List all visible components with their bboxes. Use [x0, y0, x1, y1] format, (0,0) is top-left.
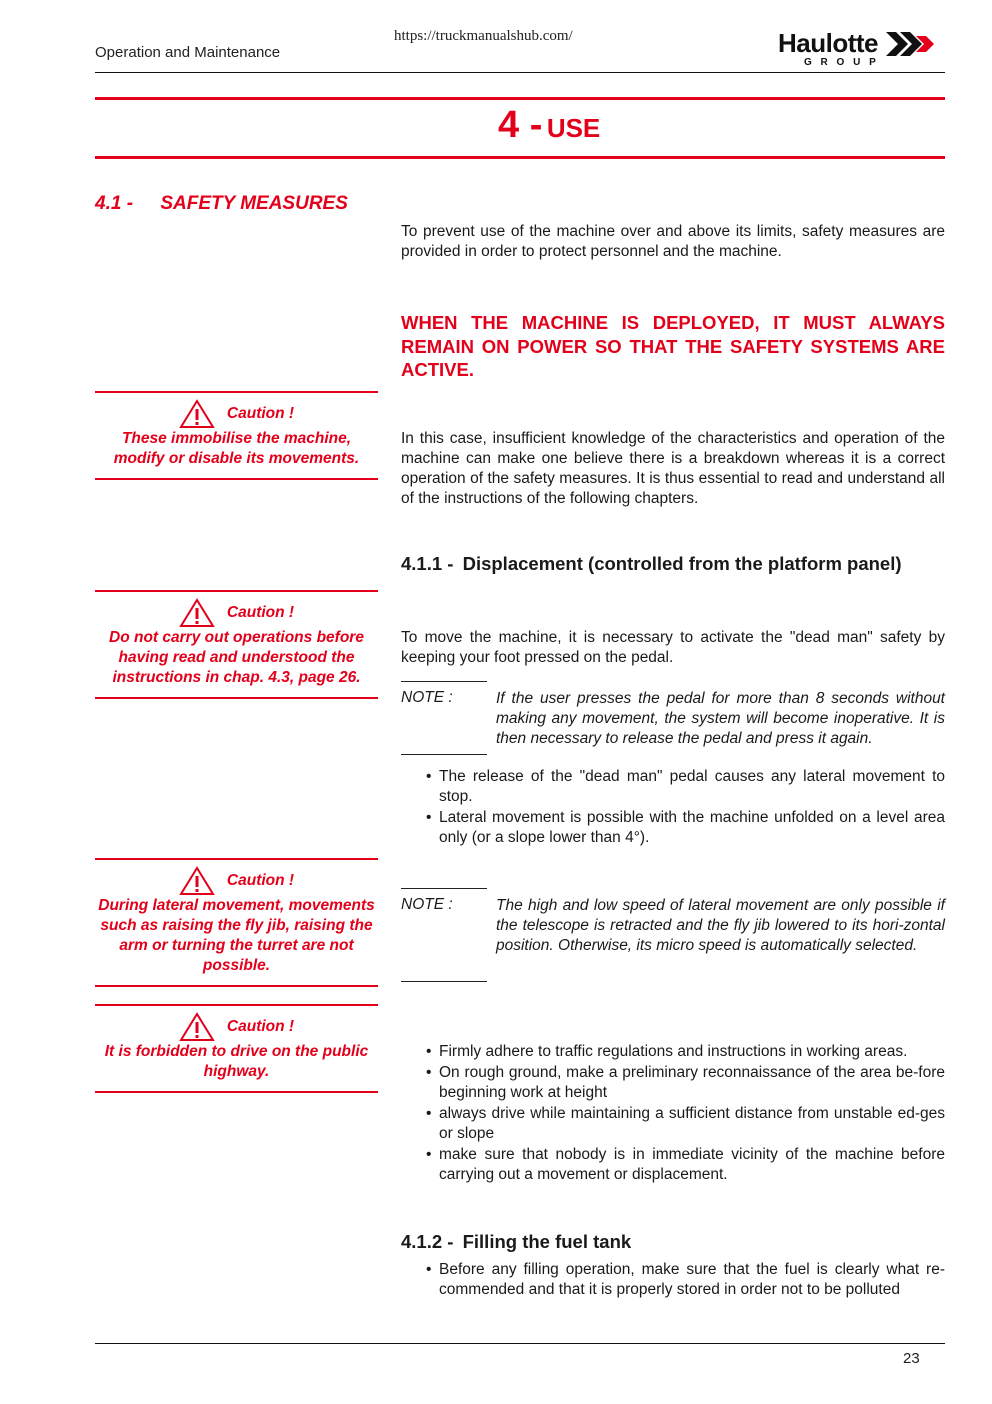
- caution-box-1: [95, 391, 378, 480]
- list-item: • On rough ground, make a preliminary reconnaissance of the area be-fore beginning work at height: [401, 1063, 945, 1103]
- chapter-heading: [498, 104, 600, 147]
- caution-text: During lateral movement, movements such as raising the fly jib, raising the arm or turning the turret are not possible.: [98, 897, 375, 974]
- subsection-411-heading: [401, 553, 902, 575]
- dead-man-paragraph: To move the machine, it is necessary to activate the "dead man" safety by keeping your foot pressed on the pedal.: [401, 629, 945, 666]
- note-rule-top: [401, 681, 487, 682]
- subsection-number: 4.1.1 -: [401, 553, 454, 574]
- chapter-rule-top: [95, 97, 945, 100]
- caution-box-2: [95, 590, 378, 699]
- note-rule-bottom: [401, 754, 487, 755]
- subsection-412-heading: [401, 1231, 631, 1253]
- caution-header: [95, 399, 378, 429]
- section-title: SAFETY MEASURES: [160, 193, 348, 214]
- caution-label: Caution !: [226, 604, 295, 621]
- warning-triangle-icon: [179, 598, 215, 628]
- chapter-number: 4 -: [498, 104, 543, 146]
- section-number: 4.1 -: [95, 193, 134, 214]
- note-rule-bottom: [401, 981, 487, 982]
- logo-wordmark: Haulotte: [778, 28, 878, 58]
- list-item: • Lateral movement is possible with the machine unfolded on a level area only (or a slope lower than 4°).: [401, 808, 945, 848]
- bullet-list-2: [401, 1042, 945, 1186]
- list-item: • The release of the "dead man" pedal causes any lateral movement to stop.: [401, 767, 945, 807]
- warning-triangle-icon: [179, 1012, 215, 1042]
- source-url: https://truckmanualshub.com/: [394, 28, 573, 44]
- bullet-list-3: [401, 1260, 945, 1301]
- caution-header: [95, 598, 378, 628]
- caution-label: Caution !: [226, 1018, 295, 1035]
- warning-triangle-icon: [179, 399, 215, 429]
- insufficient-knowledge-paragraph: In this case, insufficient knowledge of the characteristics and operation of the machine can make one believe there is a breakdown whereas it is a correct operation of the safety measures. It is thus essential to read and understand all of the instructions of the following chapters.: [401, 430, 945, 507]
- caution-box-3: [95, 858, 378, 987]
- note-label: NOTE :: [401, 689, 453, 706]
- caution-label: Caution !: [226, 872, 295, 889]
- footer-rule: [95, 1343, 945, 1344]
- list-item: • always drive while maintaining a sufficient distance from unstable ed-ges or slope: [401, 1104, 945, 1144]
- subsection-title: Filling the fuel tank: [462, 1231, 632, 1252]
- power-warning: WHEN THE MACHINE IS DEPLOYED, IT MUST ALWAYS REMAIN ON POWER SO THAT THE SAFETY SYSTEMS ARE ACTIVE.: [401, 312, 945, 380]
- caution-text: These immobilise the machine, modify or disable its movements.: [113, 430, 360, 467]
- double-chevron-icon: [886, 30, 934, 58]
- subsection-number: 4.1.2 -: [401, 1231, 454, 1252]
- list-item: • make sure that nobody is in immediate vicinity of the machine before carrying out a movement or displacement.: [401, 1145, 945, 1185]
- warning-triangle-icon: [179, 866, 215, 896]
- section-heading: [95, 193, 348, 215]
- caution-text: It is forbidden to drive on the public highway.: [104, 1043, 369, 1080]
- chapter-rule-bottom: [95, 156, 945, 159]
- header-title: Operation and Maintenance: [95, 44, 281, 61]
- bullet-list-1: [401, 767, 945, 849]
- note-rule-top: [401, 888, 487, 889]
- intro-paragraph: To prevent use of the machine over and above its limits, safety measures are provided in order to protect personnel and the machine.: [401, 223, 945, 260]
- caution-box-4: [95, 1004, 378, 1093]
- list-item: • Firmly adhere to traffic regulations and instructions in working areas.: [401, 1042, 945, 1062]
- caution-header: [95, 1012, 378, 1042]
- caution-text: Do not carry out operations before having read and understood the instructions in chap. 4.3, page 26.: [109, 629, 364, 686]
- subsection-title: Displacement (controlled from the platform panel): [462, 553, 902, 574]
- list-item: • Before any filling operation, make sure that the fuel is clearly what re-commended and that it is properly stored in order not to be polluted: [401, 1260, 945, 1300]
- caution-label: Caution !: [226, 405, 295, 422]
- note-text: The high and low speed of lateral movement are only possible if the telescope is retracted and the fly jib lowered to its hori-zontal position. Otherwise, its micro speed is automatically selected.: [496, 897, 945, 954]
- header-rule: [95, 72, 945, 73]
- note-text: If the user presses the pedal for more than 8 seconds without making any movement, the system will become inoperative. It is then necessary to release the pedal and press it again.: [496, 690, 945, 747]
- logo-group-text: G R O U P: [804, 57, 879, 68]
- chapter-title: USE: [546, 113, 601, 143]
- page-number: 23: [903, 1350, 920, 1367]
- note-label: NOTE :: [401, 896, 453, 913]
- caution-header: [95, 866, 378, 896]
- haulotte-logo: [778, 28, 938, 72]
